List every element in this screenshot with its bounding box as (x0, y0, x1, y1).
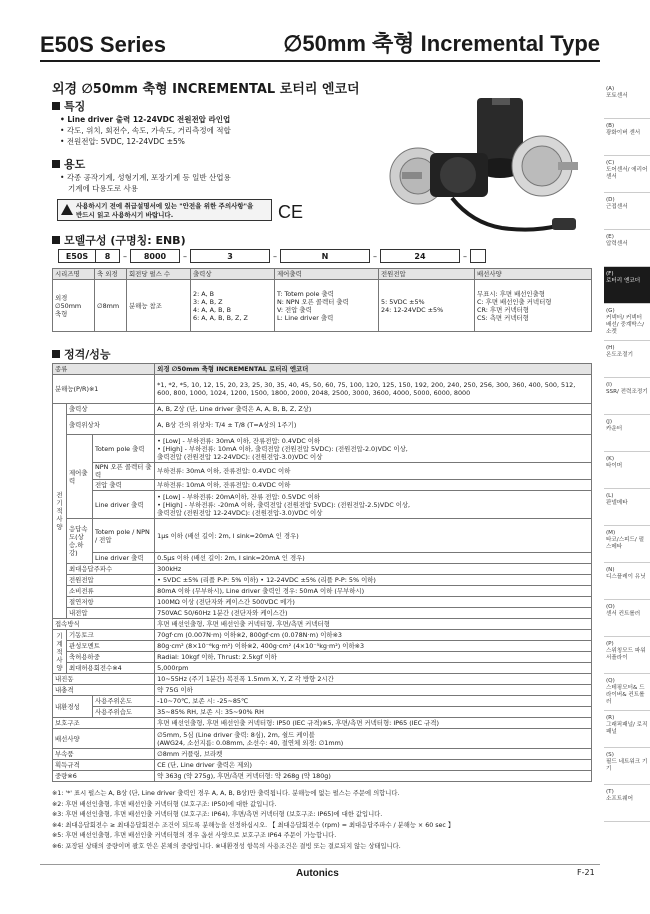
model-power-cell: 5: 5VDC ±5% 24: 12-24VDC ±5% (379, 280, 475, 332)
spec-value: 부하전류: 10mA 이하, 잔류전압: 0.4VDC 이하 (155, 480, 592, 491)
tab-label: 온도조절기 (606, 352, 634, 358)
model-box-power: 24 (380, 249, 460, 263)
footer-divider (40, 864, 600, 865)
spec-label: 사용주위온도 (93, 696, 155, 707)
spec-label: 종류 (53, 364, 155, 375)
model-box-series: E50S (58, 249, 96, 263)
tab-label: 로터리 엔코더 (606, 278, 641, 284)
spec-label: 출력상 (67, 404, 155, 415)
features-list (60, 114, 231, 147)
tab-m[interactable] (604, 526, 650, 563)
list-item: • 각도, 위치, 회전수, 속도, 가속도, 거리측정에 적합 (60, 125, 231, 136)
spec-value: 80g·cm² (8×10⁻⁶kg·m²) 이하※2, 400g·cm² (4×10⁻⁵kg·m²) 이하※3 (155, 641, 592, 652)
tab-label: 센서 컨트롤러 (606, 611, 641, 617)
tab-code: (C) (606, 160, 615, 166)
tab-code: (O) (606, 604, 615, 610)
tab-e[interactable] (604, 230, 650, 267)
spec-value: ∅8mm 커플링, 브라켓 (155, 749, 592, 760)
spec-value: CE (단, Line driver 출력은 제외) (155, 760, 592, 771)
spec-value: 후면 배선인출형, 후면 배선인출 커넥터형: IP50 (IEC 규격)※5, 후면/측면 커넥터형: IP65 (IEC 규격) (155, 718, 592, 729)
tab-code: (T) (606, 789, 614, 795)
group-label: 기계적사양 (53, 630, 67, 674)
spec-value: • [Low] - 부하전류: 30mA 이하, 잔류전압: 0.4VDC 이하 • [High] - 부하전류: 10mA 이하, 출력전압 (전원전압 5VDC): (전원전압-2.0)VDC 이상, 출력전압 (전원전압 12-24VDC): (전원전압-3.0)VDC 이상 (155, 435, 592, 463)
spec-label: 절연저항 (67, 597, 155, 608)
spec-value: -10~70℃, 보존 시: -25~85℃ (155, 696, 592, 707)
page-header (40, 24, 600, 58)
tab-label: SSR/ 전력조정기 (606, 389, 648, 395)
page-title: 외경 ∅50mm 축형 INCREMENTAL 로터리 엔코더 (52, 82, 360, 97)
tab-code: (E) (606, 234, 614, 240)
model-pulse-cell: 분해능 참조 (127, 280, 191, 332)
footnote: ※1: '*' 표시 펄스는 A, B상 (단, Line driver 출력인 경우 A, A, B, B상)만 출력됩니다. 분해능에 없는 펄스는 주문에 의합니다. (52, 790, 400, 797)
tab-label: 소프트웨어 (606, 796, 634, 802)
footnote: ※5: 후면 배선인출형, 후면 배선인출 커넥터형의 경우 옵션 사양으로 보호구조 IP64 주문이 가능합니다. (52, 832, 337, 839)
tab-code: (M) (606, 530, 616, 536)
spec-value: 외경 ∅50mm 축형 INCREMENTAL 로터리 엔코더 (155, 364, 592, 375)
column-header: 출력상 (191, 269, 275, 280)
tab-code: (K) (606, 456, 615, 462)
series-title: E50S Series (40, 32, 166, 57)
spec-value: *1, *2, *5, 10, 12, 15, 20, 23, 25, 30, 35, 40, 45, 50, 60, 75, 100, 120, 125, 150, 192, 200, 240, 250, 256, 300, 360, 400, 500, 512, 600, 800, 1000, 1024, 1200, 1500, 1800, 2000, 2048, 2500, 3000, 3600, 4000, 5000, 6000, 8000 (155, 375, 592, 404)
spec-value: 1μs 이하 (배선 길이: 2m, I sink=20mA 인 경우) (155, 519, 592, 553)
spec-value: 35~85% RH, 보존 시: 35~90% RH (155, 707, 592, 718)
tab-label: 커넥터/ 커넥터 배선/ 중계박스/소켓 (606, 315, 644, 335)
tab-g[interactable] (604, 304, 650, 341)
spec-label: Line driver 출력 (93, 491, 155, 519)
model-table (52, 268, 592, 332)
spec-value: 약 75G 이하 (155, 685, 592, 696)
tab-code: (P) (606, 641, 614, 647)
spec-value: Radial: 10kgf 이하, Thrust: 2.5kgf 이하 (155, 652, 592, 663)
tab-code: (H) (606, 345, 615, 351)
tab-b[interactable] (604, 119, 650, 156)
list-item: • 각종 공작기계, 성형기계, 포장기계 등 일반 산업용 (60, 172, 231, 183)
tab-label: 근접센서 (606, 204, 628, 210)
tab-label: 디스플레이 유닛 (606, 574, 646, 580)
spec-value: 후면 배선인출형, 후면 배선인출 커넥터형, 후면/측면 커넥터형 (155, 619, 592, 630)
tab-label: 판넬메타 (606, 500, 628, 506)
list-item: 기계에 다용도로 사용 (68, 184, 138, 193)
ce-mark: CE (278, 202, 304, 222)
tab-n[interactable] (604, 563, 650, 600)
model-heading: 모델구성 (구명칭: ENB) (52, 232, 186, 248)
tab-label: 스위칭모드 파워서플라이 (606, 648, 646, 661)
tab-code: (Q) (606, 678, 615, 684)
spec-value: 5,000rpm (155, 663, 592, 674)
tab-i[interactable] (604, 378, 650, 415)
model-phase-cell: 2: A, B 3: A, B, Z 4: A, A, B, B 6: A, A, B, B, Z, Z (191, 280, 275, 332)
tab-a[interactable] (604, 82, 650, 119)
spec-label: Line driver 출력 (93, 553, 155, 564)
spec-label: NPN 오픈 콜렉터 출력 (93, 463, 155, 480)
spec-value: • 5VDC ±5% (리플 P-P: 5% 이하) • 12-24VDC ±5% (리플 P-P: 5% 이하) (155, 575, 592, 586)
model-control-cell: T: Totem pole 출력 N: NPN 오픈 콜렉터 출력 V: 전압 출력 L: Line driver 출력 (275, 280, 379, 332)
spec-label: 전압 출력 (93, 480, 155, 491)
tab-q[interactable] (604, 674, 650, 711)
tab-label: 도어센서/ 에리어센서 (606, 167, 648, 180)
spec-label: 기동토크 (67, 630, 155, 641)
tab-code: (G) (606, 308, 615, 314)
warning-icon (61, 204, 73, 215)
column-header: 축 외경 (95, 269, 127, 280)
tab-k[interactable] (604, 452, 650, 489)
tab-label: 필드 네트워크 기기 (606, 759, 648, 772)
category-tabs (604, 82, 650, 822)
model-box-shaft: 8 (96, 249, 120, 263)
tab-code: (L) (606, 493, 614, 499)
tab-h[interactable] (604, 341, 650, 378)
spec-label: 축허용하중 (67, 652, 155, 663)
spec-value: 80mA 이하 (무부하시), Line driver 출력인 경우: 50mA 이하 (무부하시) (155, 586, 592, 597)
tab-r[interactable] (604, 711, 650, 748)
group-label: 응답속도(상승,하강) (67, 519, 93, 564)
tab-t[interactable] (604, 785, 650, 822)
spec-value: • [Low] - 부하전류: 20mA이하, 잔류 전압: 0.5VDC 이하 • [High] - 부하전류: -20mA 이하, 출력전압 (전원전압 5VDC): (전원전압-2.5)VDC 이상, 출력전압 (전원전압 12-24VDC): (전원전압-3.0)VDC 이상 (155, 491, 592, 519)
column-header: 제어출력 (275, 269, 379, 280)
header-divider (40, 60, 600, 62)
spec-label: 보호구조 (53, 718, 155, 729)
model-box-pulse: 8000 (130, 249, 180, 263)
list-item: • 전원전압: 5VDC, 12-24VDC ±5% (60, 136, 231, 147)
footnote: ※4: 최대응답회전수 ≥ 최대응답회전수 조건이 되도록 분해능을 선정하십시오. 【 최대응답회전수 (rpm) = 최대응답주파수 / 분해능 × 60 sec 】 (52, 821, 455, 829)
spec-value: A, B상 간의 위상차: T/4 ± T/8 (T=A상의 1주기) (155, 415, 592, 435)
model-box-control: N (280, 249, 370, 263)
tab-code: (D) (606, 197, 615, 203)
spec-label: 배선사양 (53, 729, 155, 749)
tab-code: (B) (606, 123, 615, 129)
tab-label: 광화이버 센서 (606, 130, 641, 136)
spec-label: 소비전류 (67, 586, 155, 597)
tab-s[interactable] (604, 748, 650, 785)
footnote: ※2: 후면 배선인출형, 후면 배선인출 커넥터형 (보호구조: IP50)에 대한 값입니다. (52, 800, 277, 808)
spec-label: 출력위상차 (67, 415, 155, 435)
tab-label: 스테핑모터& 드라이버& 컨트롤러 (606, 685, 645, 705)
spec-value: 부하전류: 30mA 이하, 잔류전압: 0.4VDC 이하 (155, 463, 592, 480)
spec-value: 10~55Hz (주기 1분간) 복진폭 1.5mm X, Y, Z 각 방향 2시간 (155, 674, 592, 685)
tab-label: 그래픽패널/ 로직패널 (606, 722, 648, 735)
model-code-row: E50S 8 – 8000 – 3 – N – 24 – (58, 249, 486, 263)
spec-label: 사용주위습도 (93, 707, 155, 718)
list-item: • Line driver 출력 12-24VDC 전원전압 라인업 (60, 114, 231, 125)
spec-value: 약 363g (약 275g), 후면/측면 커넥터형: 약 268g (약 180g) (155, 771, 592, 782)
spec-value: 70gf·cm (0.007N·m) 이하※2, 800gf·cm (0.078N·m) 이하※3 (155, 630, 592, 641)
spec-value: 100MΩ 이상 (전단자와 케이스간 500VDC 메가) (155, 597, 592, 608)
group-label: 내환경성 (53, 696, 93, 718)
square-bullet-icon (52, 350, 60, 358)
model-shaft-cell: ∅8mm (95, 280, 127, 332)
spec-label: 관성모멘트 (67, 641, 155, 652)
column-header: 회전당 펄스 수 (127, 269, 191, 280)
tab-code: (R) (606, 715, 615, 721)
spec-label: 획득규격 (53, 760, 155, 771)
tab-label: 압력센서 (606, 241, 628, 247)
safety-warning: 사용하시기 전에 취급설명서에 있는 "안전을 위한 주의사항"을 반드시 읽고 사용하시기 바랍니다. (57, 199, 272, 221)
autonics-logo: Autonics (296, 868, 339, 879)
spec-heading: 정격/성능 (52, 346, 111, 362)
tab-j[interactable] (604, 415, 650, 452)
tab-l[interactable] (604, 489, 650, 526)
tab-f[interactable] (604, 267, 650, 304)
tab-code: (A) (606, 86, 615, 92)
spec-label: 내전압 (67, 608, 155, 619)
spec-label: 중량※6 (53, 771, 155, 782)
spec-label: 내충격 (53, 685, 155, 696)
column-header: 시리즈명 (53, 269, 95, 280)
spec-label: 최대허용회전수※4 (67, 663, 155, 674)
spec-label: Totem pole 출력 (93, 435, 155, 463)
spec-label: 접속방식 (53, 619, 155, 630)
spec-value: A, B, Z상 (단, Line driver 출력은 A, A, B, B, Z, Z상) (155, 404, 592, 415)
model-series-cell: 외경 ∅50mm 축형 (53, 280, 95, 332)
tab-code: (I) (606, 382, 613, 388)
tab-code: (N) (606, 567, 615, 573)
features-heading: 특징 (52, 98, 85, 114)
spec-value: 300kHz (155, 564, 592, 575)
square-bullet-icon (52, 102, 60, 110)
tab-d[interactable] (604, 193, 650, 230)
spec-value: ∅5mm, 5심 (Line driver 출력: 8심), 2m, 쉴드 케이블 (AWG24, 소선지름: 0.08mm, 소선수: 40, 절연체 외경: ∅1mm) (155, 729, 592, 749)
spec-label: 부속품 (53, 749, 155, 760)
tab-code: (F) (606, 271, 614, 277)
group-label: 제어출력 (67, 435, 93, 519)
type-title: ∅50mm 축형 Incremental Type (283, 31, 600, 56)
tab-label: 타코/스피드/ 펄스메타 (606, 537, 644, 550)
tab-code: (S) (606, 752, 614, 758)
tab-c[interactable] (604, 156, 650, 193)
footnote: ※3: 후면 배선인출형, 후면 배선인출 커넥터형 (보호구조: IP64), 후면/측면 커넥터형 (보호구조: IP65)에 대한 값입니다. (52, 811, 383, 818)
spec-label: 내진동 (53, 674, 155, 685)
tab-code: (J) (606, 419, 613, 425)
group-label: 전기적사양 (53, 404, 67, 619)
spec-table (52, 363, 592, 782)
tab-label: 카운터 (606, 426, 623, 432)
model-wiring-cell: 무표시: 후면 배선인출형 C: 후면 배선인출 커넥터형 CR: 후면 커넥터형 CS: 측면 커넥터형 (475, 280, 592, 332)
applications-heading: 용도 (52, 156, 85, 172)
page-number: F-21 (577, 868, 595, 877)
model-box-phase: 3 (190, 249, 270, 263)
spec-value: 0.5μs 이하 (배선 길이: 2m, I sink=20mA 인 경우) (155, 553, 592, 564)
spec-label: 전원전압 (67, 575, 155, 586)
footnote: ※6: 포장된 상태의 중량이며 괄호 안은 본체의 중량입니다. ※내환경성 항목의 사용조건은 결빙 또는 결로되지 않는 상태입니다. (52, 842, 401, 850)
spec-label: 분해능(P/R)※1 (53, 375, 155, 404)
square-bullet-icon (52, 236, 60, 244)
column-header: 배선사양 (475, 269, 592, 280)
column-header: 전원전압 (379, 269, 475, 280)
model-box-wiring (470, 249, 486, 263)
square-bullet-icon (52, 160, 60, 168)
encoder-product-photo (382, 98, 582, 248)
footnotes (52, 789, 592, 852)
spec-value: 750VAC 50/60Hz 1분간 (전단자와 케이스간) (155, 608, 592, 619)
tab-p[interactable] (604, 637, 650, 674)
tab-label: 포토센서 (606, 93, 628, 99)
applications-list (60, 172, 231, 194)
spec-label: 최대응답주파수 (67, 564, 155, 575)
spec-label: Totem pole / NPN / 전압 (93, 519, 155, 553)
tab-o[interactable] (604, 600, 650, 637)
tab-label: 타이머 (606, 463, 623, 469)
